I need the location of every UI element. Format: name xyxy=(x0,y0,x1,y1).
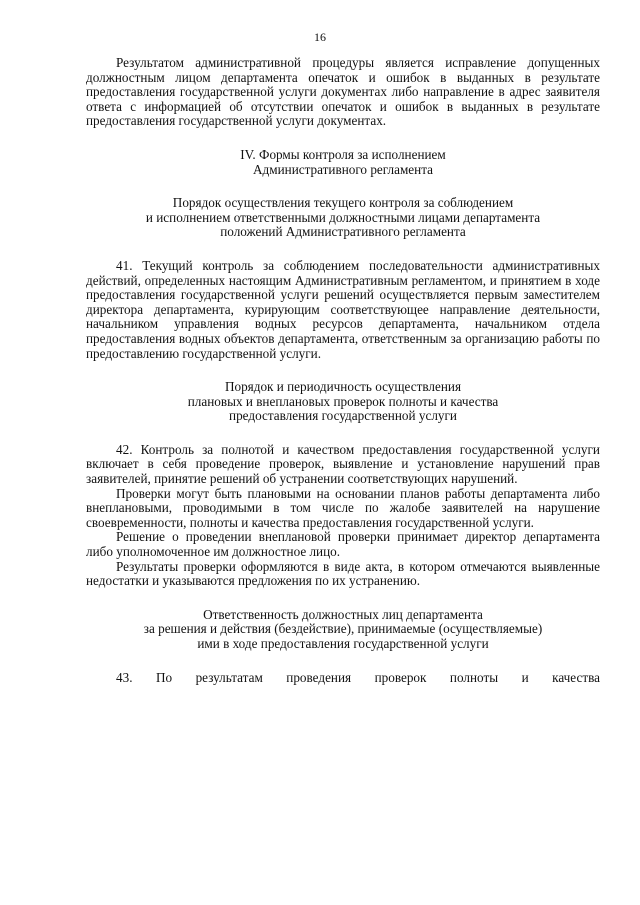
heading-current-control-line-2: и исполнением ответственными должностными лицами департамента xyxy=(145,209,541,225)
paragraph-procedure-result: Результатом административной процедуры является исправление допущенных должностным лицом департамента опечаток и ошибок в выданных в результате предоставления государственной услуги документах либо направление в адрес заявителя ответа с информацией об отсутствии опечаток и ошибок в выданных в результате предоставления государственной услуги документах. xyxy=(86,55,600,129)
paragraph-42-checks: Проверки могут быть плановыми на основании планов работы департамента либо внеплановыми, проводимыми в том числе по жалобе заявителей на нарушение своевременности, полноты и качества предоставления государственной услуги. xyxy=(86,485,600,530)
heading-responsibility-line-3: ими в ходе предоставления государственной услуги xyxy=(197,636,489,651)
page-number: 16 xyxy=(314,30,326,44)
heading-current-control-line-1: Порядок осуществления текущего контроля за соблюдением xyxy=(172,195,514,211)
paragraph-42-results: Результаты проверки оформляются в виде акта, в котором отмечаются выявленные недостатки и указываются предложения по их устранению. xyxy=(86,558,600,589)
paragraph-43: 43. По результатам проведения проверок полноты и качества xyxy=(116,669,600,685)
heading-inspections-line-3: предоставления государственной услуги xyxy=(229,408,457,424)
paragraph-41: 41. Текущий контроль за соблюдением последовательности административных действий, определенных настоящим Административным регламентом, и принятием в ходе предоставления государственной услуги решений осуществляется первым заместителем директора департамента, курирующим соответствующее направление деятельности, начальником управления водных ресурсов департамента, начальником отдела предоставления водных объектов департамента, ответственным за организацию работы по предоставлению государственной услуги. xyxy=(86,257,600,361)
heading-inspections-line-1: Порядок и периодичность осуществления xyxy=(224,379,462,395)
heading-responsibility-line-2: за решения и действия (бездействие), принимаемые (осуществляемые) xyxy=(143,621,543,637)
heading-responsibility-line-1: Ответственность должностных лиц департамента xyxy=(203,606,483,622)
heading-current-control-line-3: положений Административного регламента xyxy=(220,224,466,240)
heading-inspections-line-2: плановых и внеплановых проверок полноты и качества xyxy=(187,393,499,409)
paragraph-42-decision: Решение о проведении внеплановой проверки принимает директор департамента либо уполномоченное им должностное лицо. xyxy=(86,529,600,560)
section-title-line-2: Административного регламента xyxy=(253,161,433,177)
section-title-line-1: IV. Формы контроля за исполнением xyxy=(240,146,446,162)
paragraph-42: 42. Контроль за полнотой и качеством предоставления государственной услуги включает в себя проведение проверок, выявление и установление нарушений прав заявителей, принятие решений об устранении соответствующих нарушений. xyxy=(86,441,600,487)
page-content xyxy=(86,56,600,685)
